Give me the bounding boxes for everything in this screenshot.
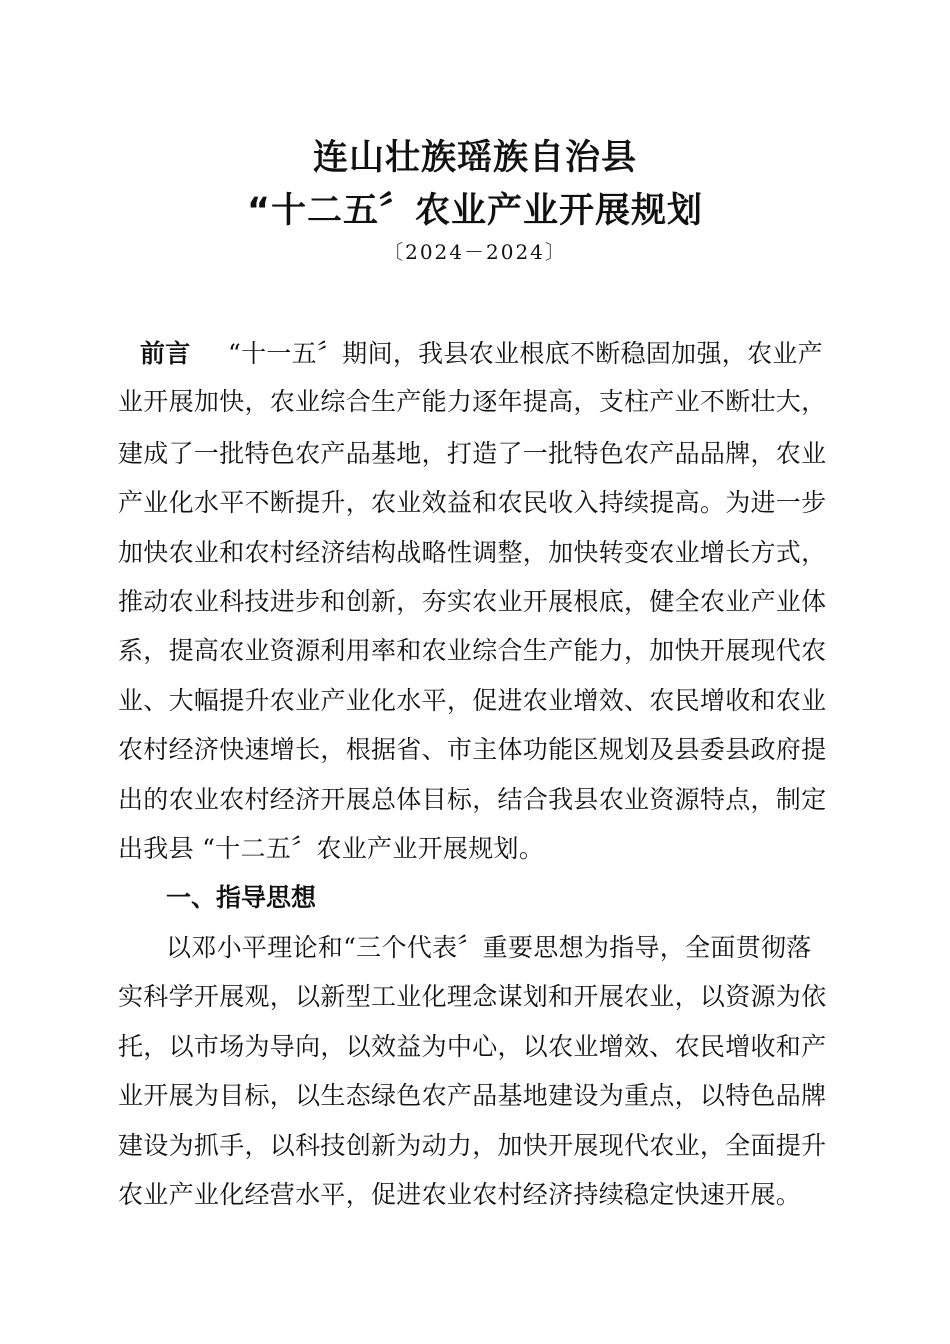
- document-title-line2: “十二五〞农业产业开展规划: [246, 191, 703, 231]
- preface-line: 产业化水平不断提升，农业效益和农民收入持续提高。为进一步: [118, 488, 827, 517]
- preface-line: 出的农业农村经济开展总体目标，结合我县农业资源特点，制定: [118, 785, 827, 814]
- preface-line: 农村经济快速增长，根据省、市主体功能区规划及县委县政府提: [118, 735, 827, 764]
- section-line: 建设为抓手，以科技创新为动力，加快开展现代农业，全面提升: [118, 1131, 827, 1160]
- preface-line: 系，提高农业资源利用率和农业综合生产能力，加快开展现代农: [118, 636, 827, 665]
- preface-line: 加快农业和农村经济结构战略性调整，加快转变农业增长方式，: [118, 538, 827, 567]
- preface-label: 前言: [140, 339, 191, 368]
- section-heading: 一、指导思想: [166, 883, 317, 912]
- year-range: 〔2024－2024〕: [383, 240, 567, 264]
- preface-line: 业、大幅提升农业产业化水平，促进农业增效、农民增收和农业: [118, 686, 827, 715]
- preface-line: 建成了一批特色农产品基地，打造了一批特色农产品品牌，农业: [118, 439, 827, 468]
- preface-line: 出我县 “十二五〞农业产业开展规划。: [118, 834, 545, 863]
- section-line: 以邓小平理论和“三个代表〞重要思想为指导，全面贯彻落: [166, 933, 812, 962]
- section-line: 托，以市场为导向，以效益为中心，以农业增效、农民增收和产: [118, 1032, 827, 1061]
- section-line: 实科学开展观，以新型工业化理念谋划和开展农业，以资源为依: [118, 982, 827, 1011]
- preface-line-text: “十一五〞期间，我县农业根底不断稳固加强，农业产: [228, 339, 823, 368]
- section-line: 农业产业化经营水平，促进农业农村经济持续稳定快速开展。: [118, 1180, 802, 1209]
- document-title-line1: 连山壮族瑶族自治县: [312, 138, 637, 178]
- preface-line: 推动农业科技进步和创新，夯实农业开展根底，健全农业产业体: [118, 587, 827, 616]
- preface-line: [140, 337, 840, 371]
- section-line: 业开展为目标，以生态绿色农产品基地建设为重点，以特色品牌: [118, 1081, 827, 1110]
- preface-line: 业开展加快，农业综合生产能力逐年提高，支柱产业不断壮大，: [118, 387, 827, 416]
